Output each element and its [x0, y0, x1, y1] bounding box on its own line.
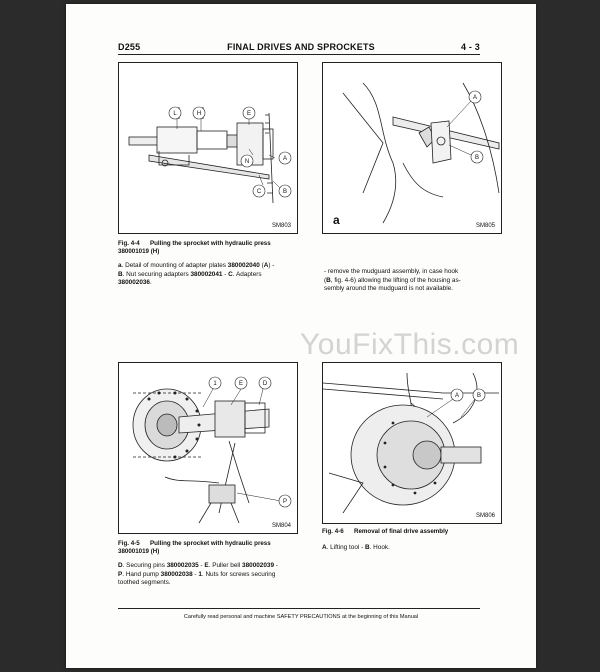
text-run: ) - — [268, 262, 275, 269]
sprocket-detail-drawing — [323, 63, 501, 233]
text-run: . Securing pins — [122, 562, 167, 569]
header-rule — [118, 54, 480, 55]
figure-sm805 — [322, 62, 502, 234]
text-run: . Puller bell — [208, 562, 243, 569]
caption-title: Pulling the sprocket with hydraulic press — [150, 240, 271, 247]
text-run: E — [204, 562, 209, 569]
callout-1: 1 — [213, 381, 217, 387]
watermark: YouFixThis.com — [300, 328, 520, 361]
figure-letter: a — [333, 213, 340, 227]
text-run: 380002036 — [118, 279, 150, 287]
hydraulic-press-drawing — [119, 63, 297, 233]
text-run: - — [192, 570, 199, 578]
figure-code: SM806 — [475, 513, 495, 519]
model-code: D255 — [118, 42, 141, 52]
caption-title: Pulling the sprocket with hydraulic press — [150, 540, 271, 547]
figure-4-6 — [322, 362, 502, 524]
page-number: 4 - 3 — [460, 42, 480, 52]
text-run: . Detail of mounting of adapter plates — [121, 262, 228, 269]
text-run: 380002041 — [190, 270, 223, 278]
desc-4-5 — [118, 562, 308, 588]
callout-N: N — [244, 159, 250, 165]
caption-label: Fig. 4-6 — [322, 528, 344, 535]
footer-rule — [118, 608, 480, 609]
caption-title: Removal of final drive assembly — [354, 528, 449, 535]
figure-4-4 — [118, 62, 298, 234]
text-run: - — [274, 562, 278, 569]
text-run: . Hook. — [369, 544, 390, 551]
text-run: 380002039 — [242, 562, 275, 569]
text-run: . Hand pump — [122, 570, 161, 578]
figure-code: SM804 — [271, 523, 291, 529]
text-run: C — [228, 270, 233, 278]
figure-4-5 — [118, 362, 298, 534]
callout-H: H — [196, 111, 202, 117]
text-run: , fig. 4-6) allowing the lifting of the housing as- — [330, 276, 461, 284]
text-run: - — [198, 562, 205, 569]
text-run: 380002040 — [227, 262, 260, 269]
callout-B: B — [476, 393, 482, 399]
callout-D: D — [262, 381, 268, 387]
text-run: . Lifting tool - — [326, 544, 365, 551]
caption-number: 380001019 (H) — [118, 248, 160, 255]
caption-number: 380001019 (H) — [118, 548, 160, 555]
desc-4-6 — [322, 544, 512, 553]
text-run: B — [365, 544, 370, 551]
text-run: B — [118, 270, 123, 278]
text-run: - — [222, 270, 229, 278]
callout-C: C — [256, 189, 262, 195]
caption-label: Fig. 4-5 — [118, 540, 140, 547]
text-run: 380002038 — [160, 570, 193, 578]
puller-bell-drawing — [119, 363, 297, 533]
caption-4-6 — [322, 528, 522, 536]
callout-B: B — [474, 155, 480, 161]
text-run: A — [263, 262, 269, 269]
text-run: - remove the mudguard assembly, in case hook — [324, 268, 459, 275]
text-run: a — [118, 262, 122, 269]
section-title: FINAL DRIVES AND SPROCKETS — [227, 42, 375, 52]
text-run: ( — [259, 262, 264, 269]
callout-A: A — [454, 393, 460, 399]
text-run: . — [150, 279, 152, 287]
text-run: . Nut securing adapters — [122, 270, 191, 278]
text-run: 380002035 — [166, 562, 199, 569]
desc-4-4 — [118, 262, 308, 288]
text-run: . Nuts for screws securing — [201, 570, 276, 578]
text-run: B — [326, 276, 331, 284]
text-run: D — [118, 562, 123, 569]
text-run: A — [322, 544, 327, 551]
callout-L: L — [173, 111, 177, 117]
text-run: sembly around the mudguard is not available. — [324, 285, 453, 293]
callout-A: A — [282, 156, 288, 162]
callout-A: A — [472, 95, 478, 101]
figure-code: SM803 — [271, 223, 291, 229]
instruction-text — [324, 268, 514, 294]
callout-E: E — [238, 381, 244, 387]
caption-4-4 — [118, 240, 358, 256]
text-run: 1 — [198, 570, 202, 578]
figure-code: SM805 — [475, 223, 495, 229]
callout-E: E — [246, 111, 252, 117]
final-drive-removal-drawing — [323, 363, 501, 523]
text-run: toothed segments. — [118, 579, 171, 587]
text-run: P — [118, 570, 123, 578]
callout-B: B — [282, 189, 288, 195]
footer-text: Carefully read personal and machine SAFETY PRECAUTIONS at the beginning of this Manual — [183, 614, 419, 620]
callout-P: P — [282, 499, 288, 505]
caption-label: Fig. 4-4 — [118, 240, 140, 247]
text-run: . Adapters — [232, 270, 262, 278]
text-run: ( — [324, 276, 327, 284]
